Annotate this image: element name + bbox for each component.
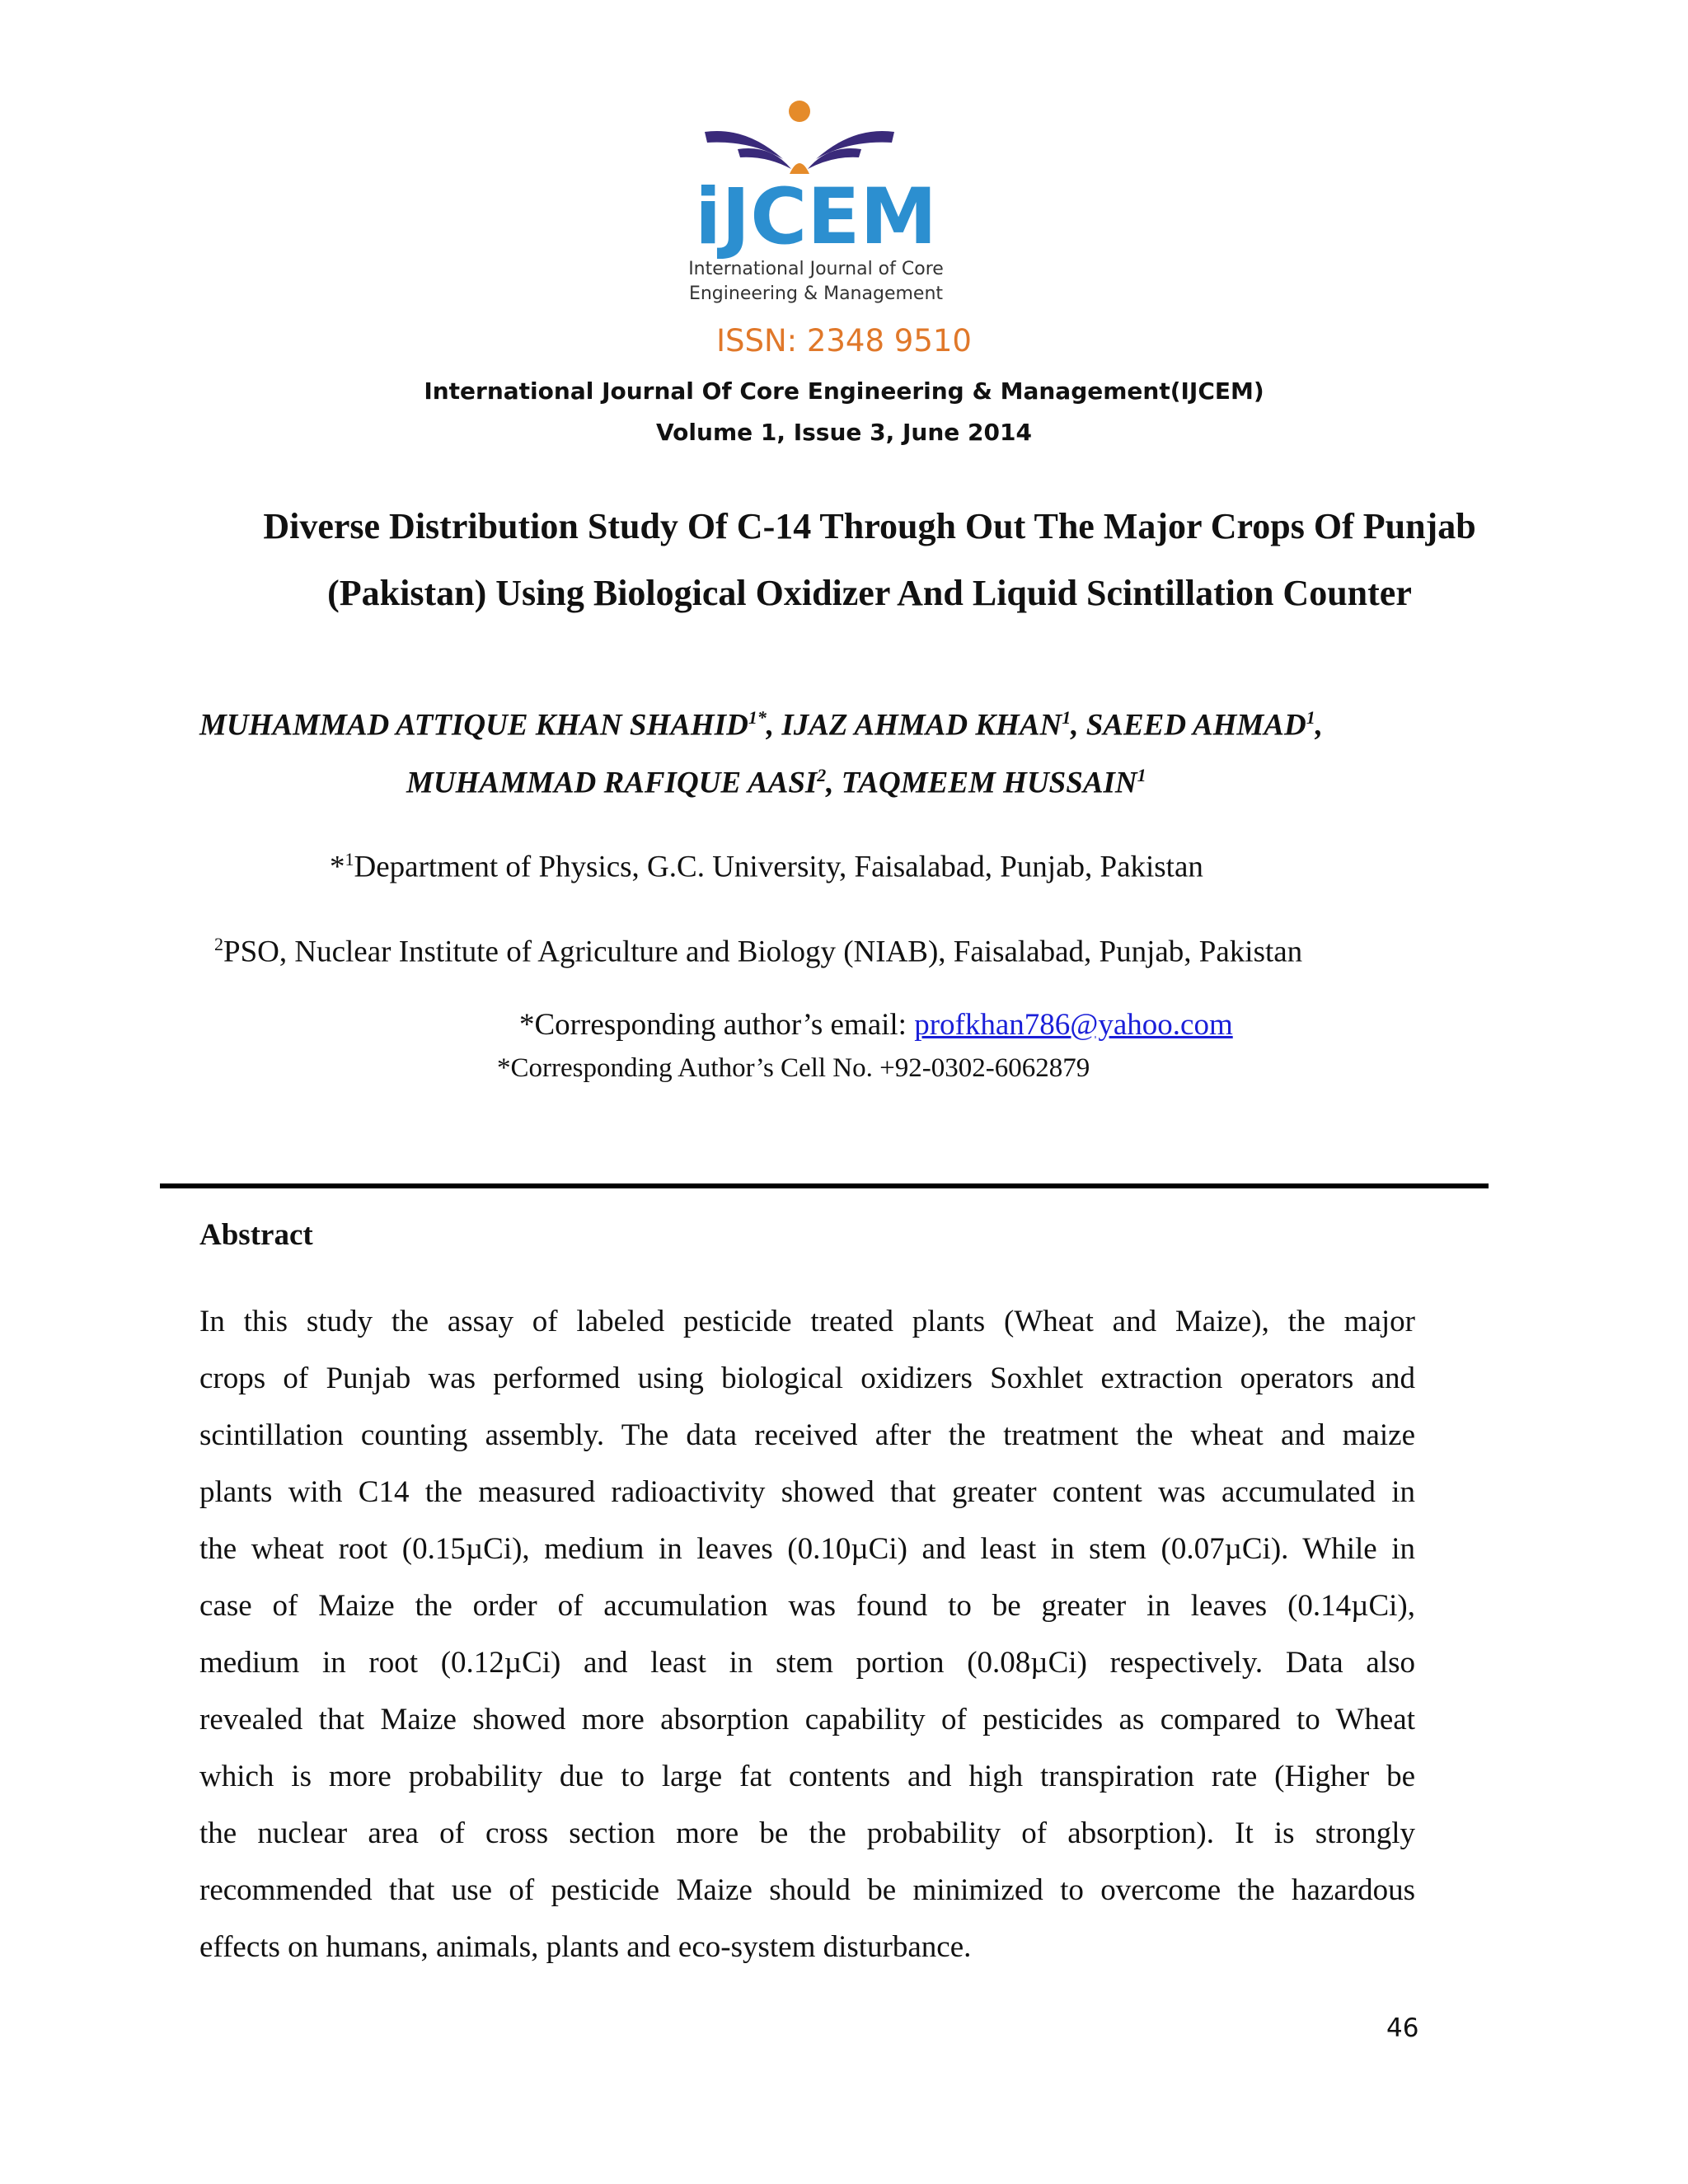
- abstract-line: the wheat root (0.15µCi), medium in leaves (0.10µCi) and least in stem (0.07µCi). While in: [199, 1532, 1415, 1566]
- abstract-line: revealed that Maize showed more absorption capability of pesticides as compared to Wheat: [199, 1703, 1415, 1736]
- authors-line: [199, 707, 1323, 743]
- title-line: (Pakistan) Using Biological Oxidizer And Liquid Scintillation Counter: [327, 573, 1412, 613]
- affiliation: [214, 934, 1302, 969]
- abstract-line: recommended that use of pesticide Maize should be minimized to overcome the hazardous: [199, 1873, 1415, 1907]
- abstract-heading: Abstract: [199, 1218, 313, 1252]
- title-line: Diverse Distribution Study Of C-14 Through Out The Major Crops Of Punjab: [263, 506, 1476, 546]
- volume-issue: Volume 1, Issue 3, June 2014: [656, 419, 1032, 446]
- affiliation: [330, 849, 1203, 884]
- email-label: *Corresponding author’s email:: [519, 1008, 915, 1042]
- author-name: TAQMEEM HUSSAIN: [841, 766, 1137, 800]
- logo-graphic: [659, 95, 973, 313]
- page-number: 46: [1386, 2013, 1419, 2043]
- logo-dot-icon: [789, 101, 810, 122]
- logo-wordmark: iJCEM: [695, 172, 937, 262]
- author-separator: ,: [1315, 708, 1323, 743]
- affiliation-mark: 2: [214, 934, 223, 954]
- author-affiliation-mark: 1: [1306, 707, 1315, 728]
- affiliation-prefix: *: [330, 850, 345, 884]
- affiliation-text: Department of Physics, G.C. University, Faisalabad, Punjab, Pakistan: [354, 850, 1203, 884]
- abstract-line: the nuclear area of cross section more be the probability of absorption). It is strongly: [199, 1816, 1415, 1850]
- logo-tagline-line1: International Journal of Core: [688, 259, 944, 279]
- affiliation-mark: 1: [345, 849, 354, 869]
- issn-number: ISSN: 2348 9510: [716, 323, 972, 359]
- abstract-line: crops of Punjab was performed using biological oxidizers Soxhlet extraction operators and: [199, 1361, 1415, 1395]
- logo-leaf-inner-right-icon: [808, 148, 861, 169]
- affiliation-text: PSO, Nuclear Institute of Agriculture and Biology (NIAB), Faisalabad, Punjab, Pakistan: [223, 935, 1303, 969]
- author-separator: ,: [1071, 708, 1086, 743]
- abstract-line: scintillation counting assembly. The data received after the treatment the wheat and maize: [199, 1418, 1415, 1452]
- journal-logo: [659, 95, 973, 313]
- paper-title: [198, 493, 1541, 626]
- author-affiliation-mark: 1: [1062, 707, 1071, 728]
- corresponding-cell: *Corresponding Author’s Cell No. +92-0302-6062879: [497, 1053, 1090, 1083]
- abstract-line: effects on humans, animals, plants and eco-system disturbance.: [199, 1930, 972, 1964]
- abstract-line: which is more probability due to large fat contents and high transpiration rate (Higher be: [199, 1760, 1415, 1793]
- author-name: IJAZ AHMAD KHAN: [781, 708, 1062, 743]
- author-separator: ,: [826, 766, 842, 800]
- author-affiliation-mark: 1*: [748, 707, 767, 728]
- author-affiliation-mark: 2: [817, 765, 827, 785]
- logo-tagline-line2: Engineering & Management: [688, 284, 944, 304]
- logo-leaf-inner-left-icon: [738, 148, 791, 169]
- author-affiliation-mark: 1: [1137, 765, 1146, 785]
- journal-name: International Journal Of Core Engineering & Management(IJCEM): [424, 377, 1264, 405]
- abstract-body: [199, 1293, 1415, 1975]
- author-separator: ,: [766, 708, 782, 743]
- corresponding-email: [519, 1007, 1233, 1043]
- email-link[interactable]: profkhan786@yahoo.com: [914, 1008, 1233, 1042]
- abstract-line: medium in root (0.12µCi) and least in stem portion (0.08µCi) respectively. Data also: [199, 1646, 1415, 1680]
- abstract-line: plants with C14 the measured radioactivity showed that greater content was accumulated in: [199, 1475, 1415, 1509]
- abstract-line: In this study the assay of labeled pesticide treated plants (Wheat and Maize), the major: [199, 1305, 1415, 1338]
- author-name: MUHAMMAD RAFIQUE AASI: [406, 766, 818, 800]
- section-divider: [160, 1183, 1489, 1188]
- author-name: SAEED AHMAD: [1085, 708, 1306, 743]
- authors-line: [406, 765, 1146, 800]
- abstract-line: case of Maize the order of accumulation was found to be greater in leaves (0.14µCi),: [199, 1589, 1415, 1623]
- author-name: MUHAMMAD ATTIQUE KHAN SHAHID: [199, 708, 748, 743]
